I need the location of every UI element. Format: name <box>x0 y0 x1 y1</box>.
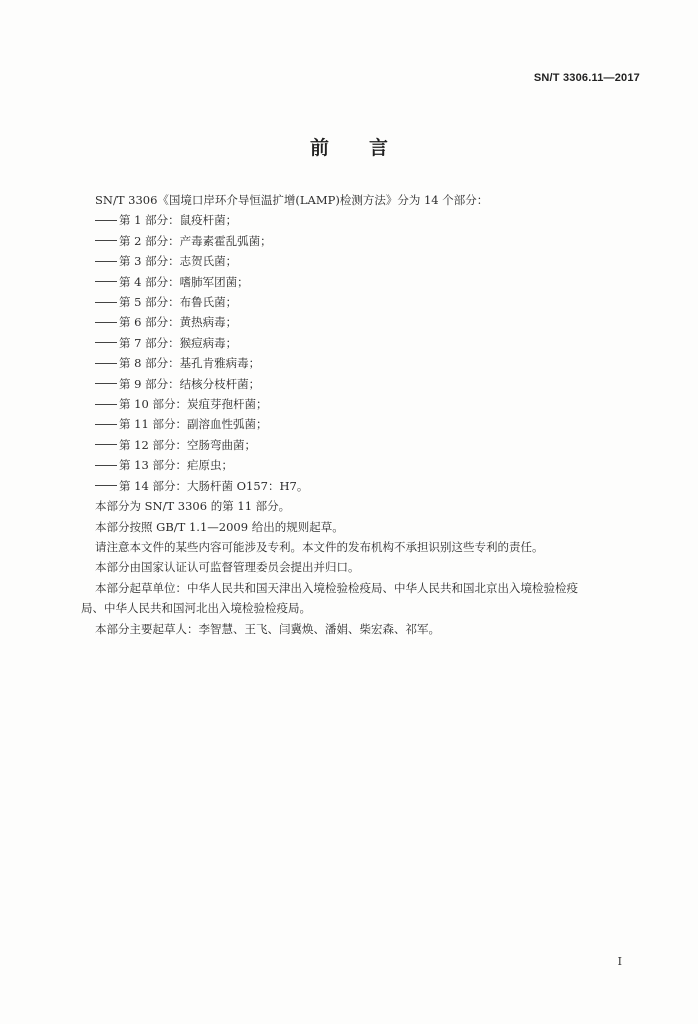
list-item <box>95 272 625 292</box>
em-dash-mark <box>95 363 117 364</box>
list-item <box>95 476 625 496</box>
page-title <box>0 133 698 160</box>
foreword-body <box>81 190 625 639</box>
title-char-2: 言 <box>369 137 389 159</box>
paragraph-drafters: 本部分主要起草人：李智慧、王飞、闫冀焕、潘娟、柴宏森、祁军。 <box>95 621 440 636</box>
paragraph-drafting-rules: 本部分按照 GB/T 1.1—2009 给出的规则起草。 <box>95 519 344 534</box>
list-item-text: 第 13 部分：疟原虫； <box>119 458 233 473</box>
list-item-text: 第 2 部分：产毒素霍乱弧菌； <box>119 233 272 248</box>
intro-paragraph: SN/T 3306《国境口岸环介导恒温扩增(LAMP)检测方法》分为 14 个部分： <box>95 193 489 207</box>
paragraph-part-number: 本部分为 SN/T 3306 的第 11 部分。 <box>95 499 291 514</box>
list-item <box>95 455 625 475</box>
list-item <box>95 394 625 414</box>
list-item <box>95 251 625 271</box>
paragraph-drafting-units <box>81 578 625 619</box>
paragraph-proposer: 本部分由国家认证认可监督管理委员会提出并归口。 <box>95 560 360 575</box>
list-item <box>95 414 625 434</box>
em-dash-mark <box>95 220 117 221</box>
em-dash-mark <box>95 424 117 425</box>
em-dash-mark <box>95 485 117 486</box>
list-item <box>95 353 625 373</box>
em-dash-mark <box>95 404 117 405</box>
list-item <box>95 312 625 332</box>
paragraph-patent-notice: 请注意本文件的某些内容可能涉及专利。本文件的发布机构不承担识别这些专利的责任。 <box>95 539 544 554</box>
list-item <box>95 435 625 455</box>
list-item <box>95 374 625 394</box>
em-dash-mark <box>95 342 117 343</box>
title-char-1: 前 <box>309 137 329 159</box>
list-item-text: 第 1 部分：鼠疫杆菌； <box>119 213 238 228</box>
drafting-units-line-2: 局、中华人民共和国河北出入境检验检疫局。 <box>81 601 311 616</box>
list-item-text: 第 11 部分：副溶血性弧菌； <box>119 417 268 432</box>
list-item <box>95 333 625 353</box>
page-number: I <box>617 955 622 968</box>
list-item <box>95 231 625 251</box>
list-item-text: 第 3 部分：志贺氏菌； <box>119 254 238 269</box>
em-dash-mark <box>95 240 117 241</box>
em-dash-mark <box>95 383 117 384</box>
list-item <box>95 210 625 230</box>
em-dash-mark <box>95 302 117 303</box>
em-dash-mark <box>95 444 117 445</box>
list-item-text: 第 5 部分：布鲁氏菌； <box>119 295 238 310</box>
standard-code: SN/T 3306.11—2017 <box>533 72 640 84</box>
parts-list <box>95 210 625 496</box>
list-item-text: 第 6 部分：黄热病毒； <box>119 315 238 330</box>
list-item-text: 第 9 部分：结核分枝杆菌； <box>119 376 261 391</box>
em-dash-mark <box>95 261 117 262</box>
list-item-text: 第 7 部分：猴痘病毒； <box>119 335 238 350</box>
list-item-text: 第 8 部分：基孔肯雅病毒； <box>119 356 261 371</box>
list-item <box>95 292 625 312</box>
list-item-text: 第 12 部分：空肠弯曲菌； <box>119 437 256 452</box>
list-item-text: 第 4 部分：嗜肺军团菌； <box>119 274 249 289</box>
list-item-text: 第 14 部分：大肠杆菌 O157：H7。 <box>119 478 309 493</box>
drafting-units-line-1: 本部分起草单位：中华人民共和国天津出入境检验检疫局、中华人民共和国北京出入境检验检疫 <box>95 580 578 595</box>
em-dash-mark <box>95 465 117 466</box>
em-dash-mark <box>95 322 117 323</box>
em-dash-mark <box>95 281 117 282</box>
list-item-text: 第 10 部分：炭疽芽孢杆菌； <box>119 397 268 412</box>
